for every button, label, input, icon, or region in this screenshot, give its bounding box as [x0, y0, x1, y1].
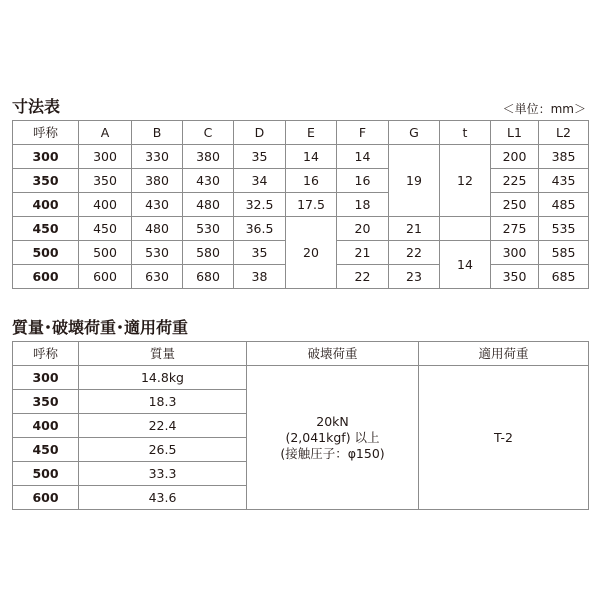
- cell-g: 21: [389, 217, 440, 241]
- header-f: F: [337, 121, 389, 145]
- table-row: [13, 145, 589, 169]
- cell-e-merged: 20: [286, 217, 337, 289]
- cell-a: 600: [79, 265, 132, 289]
- cell-d: 32.5: [234, 193, 286, 217]
- cell-d: 34: [234, 169, 286, 193]
- cell-c: 380: [183, 145, 234, 169]
- cell-mass: 26.5: [79, 438, 247, 462]
- cell-t-merged: 12: [440, 145, 491, 217]
- cell-mass: 43.6: [79, 486, 247, 510]
- cell-l2: 385: [539, 145, 589, 169]
- header-name: 呼称: [13, 121, 79, 145]
- header-b: B: [132, 121, 183, 145]
- cell-b: 380: [132, 169, 183, 193]
- header-e: E: [286, 121, 337, 145]
- cell-d: 35: [234, 241, 286, 265]
- cell-l2: 685: [539, 265, 589, 289]
- cell-t-empty: [440, 217, 491, 241]
- unit-label: ＜単位：mm＞: [502, 102, 586, 116]
- header-c: C: [183, 121, 234, 145]
- cell-mass: 14.8kg: [79, 366, 247, 390]
- applied-load-cell: T-2: [419, 366, 589, 510]
- cell-mass: 22.4: [79, 414, 247, 438]
- dimensions-title: 寸法表: [12, 97, 61, 116]
- row-name: 350: [13, 169, 79, 193]
- loads-title: 質量･破壊荷重･適用荷重: [12, 318, 189, 337]
- cell-a: 300: [79, 145, 132, 169]
- header-mass: 質量: [79, 342, 247, 366]
- loads-header-row: [13, 342, 589, 366]
- row-name: 300: [13, 366, 79, 390]
- cell-b: 630: [132, 265, 183, 289]
- dimensions-header-row: [13, 121, 589, 145]
- cell-a: 500: [79, 241, 132, 265]
- cell-c: 430: [183, 169, 234, 193]
- row-name: 300: [13, 145, 79, 169]
- row-name: 450: [13, 438, 79, 462]
- cell-l2: 585: [539, 241, 589, 265]
- row-name: 400: [13, 414, 79, 438]
- cell-f: 20: [337, 217, 389, 241]
- table-row: [13, 169, 589, 193]
- cell-l1: 200: [491, 145, 539, 169]
- cell-l1: 300: [491, 241, 539, 265]
- table-row: [13, 193, 589, 217]
- header-t: t: [440, 121, 491, 145]
- table-row: [13, 217, 589, 241]
- cell-a: 450: [79, 217, 132, 241]
- dimensions-table: [12, 120, 589, 289]
- break-load-indenter: (接触圧子：φ150): [280, 445, 385, 461]
- row-name: 350: [13, 390, 79, 414]
- cell-d: 35: [234, 145, 286, 169]
- cell-g: 22: [389, 241, 440, 265]
- cell-f: 22: [337, 265, 389, 289]
- cell-d: 38: [234, 265, 286, 289]
- break-load-value: 20kN: [316, 413, 349, 429]
- header-break-load: 破壊荷重: [247, 342, 419, 366]
- cell-f: 21: [337, 241, 389, 265]
- table-row: [13, 366, 589, 390]
- loads-table: [12, 341, 589, 510]
- cell-e: 17.5: [286, 193, 337, 217]
- cell-l1: 275: [491, 217, 539, 241]
- cell-l2: 535: [539, 217, 589, 241]
- cell-t-merged: 14: [440, 241, 491, 289]
- row-name: 600: [13, 265, 79, 289]
- cell-c: 580: [183, 241, 234, 265]
- cell-b: 430: [132, 193, 183, 217]
- cell-g: 23: [389, 265, 440, 289]
- cell-f: 14: [337, 145, 389, 169]
- cell-e: 16: [286, 169, 337, 193]
- break-load-kgf: (2,041kgf) 以上: [285, 429, 380, 445]
- cell-c: 680: [183, 265, 234, 289]
- row-name: 500: [13, 462, 79, 486]
- header-d: D: [234, 121, 286, 145]
- cell-c: 530: [183, 217, 234, 241]
- cell-l1: 225: [491, 169, 539, 193]
- cell-mass: 18.3: [79, 390, 247, 414]
- cell-l2: 485: [539, 193, 589, 217]
- cell-b: 330: [132, 145, 183, 169]
- row-name: 600: [13, 486, 79, 510]
- header-l2: L2: [539, 121, 589, 145]
- cell-g-merged: 19: [389, 145, 440, 217]
- header-a: A: [79, 121, 132, 145]
- header-applied-load: 適用荷重: [419, 342, 589, 366]
- row-name: 400: [13, 193, 79, 217]
- header-l1: L1: [491, 121, 539, 145]
- cell-mass: 33.3: [79, 462, 247, 486]
- break-load-cell: [247, 366, 419, 510]
- row-name: 500: [13, 241, 79, 265]
- cell-l1: 250: [491, 193, 539, 217]
- cell-b: 480: [132, 217, 183, 241]
- cell-l1: 350: [491, 265, 539, 289]
- cell-a: 400: [79, 193, 132, 217]
- header-name: 呼称: [13, 342, 79, 366]
- cell-c: 480: [183, 193, 234, 217]
- cell-l2: 435: [539, 169, 589, 193]
- cell-a: 350: [79, 169, 132, 193]
- cell-e: 14: [286, 145, 337, 169]
- header-g: G: [389, 121, 440, 145]
- cell-f: 16: [337, 169, 389, 193]
- row-name: 450: [13, 217, 79, 241]
- cell-d: 36.5: [234, 217, 286, 241]
- cell-f: 18: [337, 193, 389, 217]
- cell-b: 530: [132, 241, 183, 265]
